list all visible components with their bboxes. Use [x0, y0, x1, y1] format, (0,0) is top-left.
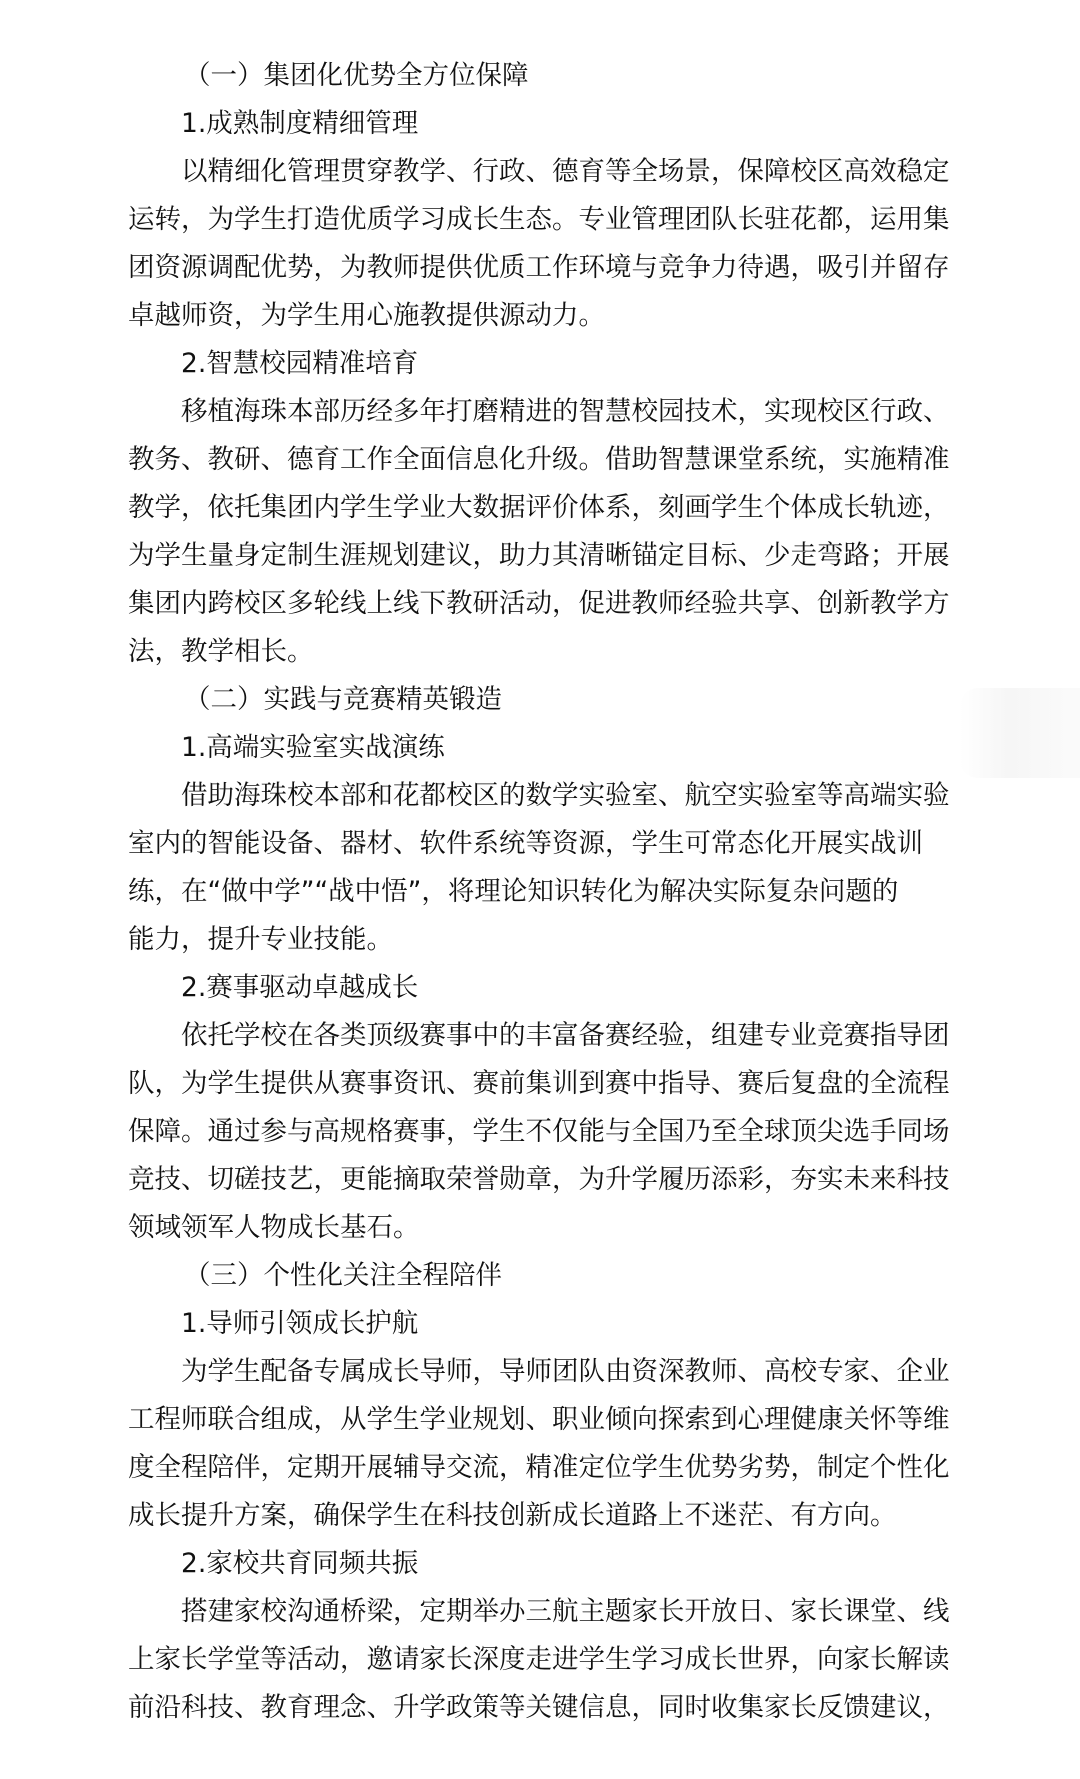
paragraph-line: 运转，为学生打造优质学习成长生态。专业管理团队长驻花都，运用集: [128, 204, 950, 235]
paragraph-line: 上家长学堂等活动，邀请家长深度走进学生学习成长世界，向家长解读: [128, 1644, 950, 1675]
paragraph-line: 移植海珠本部历经多年打磨精进的智慧校园技术，实现校区行政、: [181, 396, 950, 427]
section-heading: （三）个性化关注全程陪伴: [184, 1260, 502, 1291]
subsection-title: 1.成熟制度精细管理: [181, 108, 419, 139]
paragraph-line: 法，教学相长。: [128, 636, 314, 667]
paragraph-line: 度全程陪伴，定期开展辅导交流，精准定位学生优势劣势，制定个性化: [128, 1452, 950, 1483]
paragraph-line: 前沿科技、教育理念、升学政策等关键信息，同时收集家长反馈建议，: [128, 1692, 950, 1723]
paragraph-line: 竞技、切磋技艺，更能摘取荣誉勋章，为升学履历添彩，夯实未来科技: [128, 1164, 950, 1195]
subsection-title: 2.智慧校园精准培育: [181, 348, 419, 379]
paragraph-line: 为学生量身定制生涯规划建议，助力其清晰锚定目标、少走弯路；开展: [128, 540, 950, 571]
paragraph-line: 为学生配备专属成长导师，导师团队由资深教师、高校专家、企业: [181, 1356, 950, 1387]
paragraph-line: 工程师联合组成，从学生学业规划、职业倾向探索到心理健康关怀等维: [128, 1404, 950, 1435]
paragraph-line: 成长提升方案，确保学生在科技创新成长道路上不迷茫、有方向。: [128, 1500, 897, 1531]
paragraph-line: 队，为学生提供从赛事资讯、赛前集训到赛中指导、赛后复盘的全流程: [128, 1068, 950, 1099]
paragraph-line: 依托学校在各类顶级赛事中的丰富备赛经验，组建专业竞赛指导团: [181, 1020, 950, 1051]
paragraph-line: 以精细化管理贯穿教学、行政、德育等全场景，保障校区高效稳定: [181, 156, 950, 187]
paragraph-line: 能力，提升专业技能。: [128, 924, 393, 955]
document-body: [128, 52, 962, 1732]
section-heading: （二）实践与竞赛精英锻造: [184, 684, 502, 715]
edge-shadow-decoration: [960, 688, 1080, 778]
subsection-title: 1.导师引领成长护航: [181, 1308, 419, 1339]
paragraph-line: 团资源调配优势，为教师提供优质工作环境与竞争力待遇，吸引并留存: [128, 252, 950, 283]
paragraph-line: 练，在“做中学”“战中悟”，将理论知识转化为解决实际复杂问题的: [128, 876, 899, 907]
paragraph-line: 教务、教研、德育工作全面信息化升级。借助智慧课堂系统，实施精准: [128, 444, 950, 475]
paragraph-line: 搭建家校沟通桥梁，定期举办三航主题家长开放日、家长课堂、线: [181, 1596, 950, 1627]
paragraph-line: 教学，依托集团内学生学业大数据评价体系，刻画学生个体成长轨迹，: [128, 492, 950, 523]
paragraph-line: 室内的智能设备、器材、软件系统等资源，学生可常态化开展实战训: [128, 828, 923, 859]
subsection-title: 2.赛事驱动卓越成长: [181, 972, 419, 1003]
paragraph-line: 卓越师资，为学生用心施教提供源动力。: [128, 300, 605, 331]
paragraph-line: 集团内跨校区多轮线上线下教研活动，促进教师经验共享、创新教学方: [128, 588, 950, 619]
subsection-title: 1.高端实验室实战演练: [181, 732, 445, 763]
section-heading: （一）集团化优势全方位保障: [184, 60, 529, 91]
subsection-title: 2.家校共育同频共振: [181, 1548, 419, 1579]
paragraph-line: 领域领军人物成长基石。: [128, 1212, 420, 1243]
paragraph-line: 借助海珠校本部和花都校区的数学实验室、航空实验室等高端实验: [181, 780, 950, 811]
paragraph-line: 保障。通过参与高规格赛事，学生不仅能与全国乃至全球顶尖选手同场: [128, 1116, 950, 1147]
